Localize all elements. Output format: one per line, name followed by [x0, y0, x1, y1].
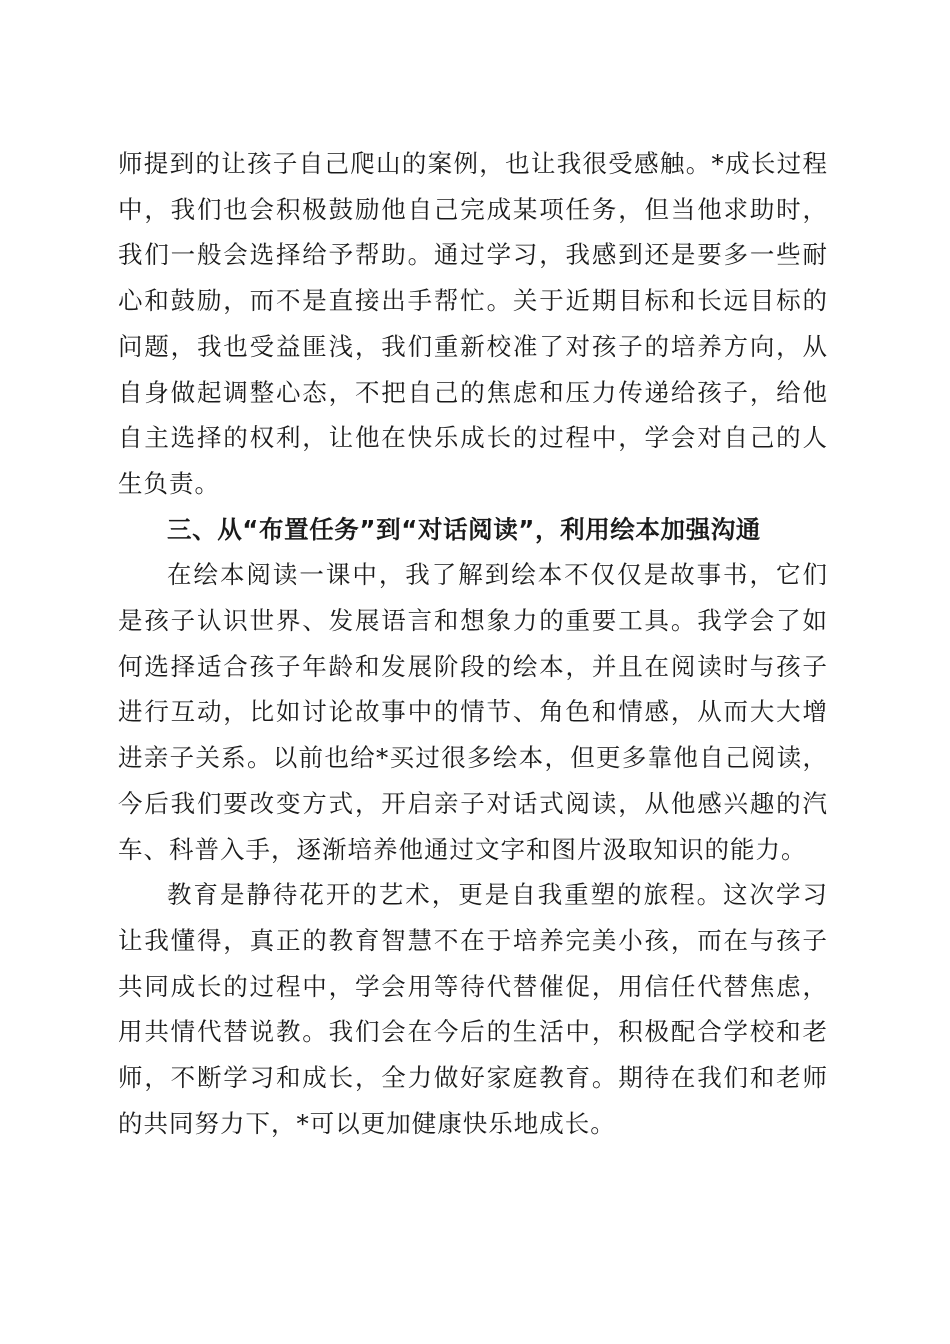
- section-heading-three: 三、从“布置任务”到“对话阅读”，利用绘本加强沟通: [167, 514, 761, 544]
- paragraph-continuation: 师提到的让孩子自己爬山的案例，也让我很受感触。*成长过程中，我们也会积极鼓励他自己完成某项任务，但当他求助时，我们一般会选择给予帮助。通过学习，我感到还是要多一些耐心和鼓励，而不是直接出手帮忙。关于近期目标和长远目标的问题，我也受益匪浅，我们重新校准了对孩子的培养方向，从自身做起调整心态，不把自己的焦虑和压力传递给孩子，给他自主选择的权利，让他在快乐成长的过程中，学会对自己的人生负责。: [118, 149, 828, 498]
- paragraph-picture-book-reading: 在绘本阅读一课中，我了解到绘本不仅仅是故事书，它们是孩子认识世界、发展语言和想象力的重要工具。我学会了如何选择适合孩子年龄和发展阶段的绘本，并且在阅读时与孩子进行互动，比如讨论故事中的情节、角色和情感，从而大大增进亲子关系。以前也给*买过很多绘本，但更多靠他自己阅读，今后我们要改变方式，开启亲子对话式阅读，从他感兴趣的汽车、科普入手，逐渐培养他通过文字和图片汲取知识的能力。: [118, 560, 828, 864]
- document-body: [118, 141, 828, 1146]
- paragraph-conclusion: 教育是静待花开的艺术，更是自我重塑的旅程。这次学习让我懂得，真正的教育智慧不在于培养完美小孩，而在与孩子共同成长的过程中，学会用等待代替催促，用信任代替焦虑，用共情代替说教。我们会在今后的生活中，积极配合学校和老师，不断学习和成长，全力做好家庭教育。期待在我们和老师的共同努力下，*可以更加健康快乐地成长。: [118, 880, 828, 1138]
